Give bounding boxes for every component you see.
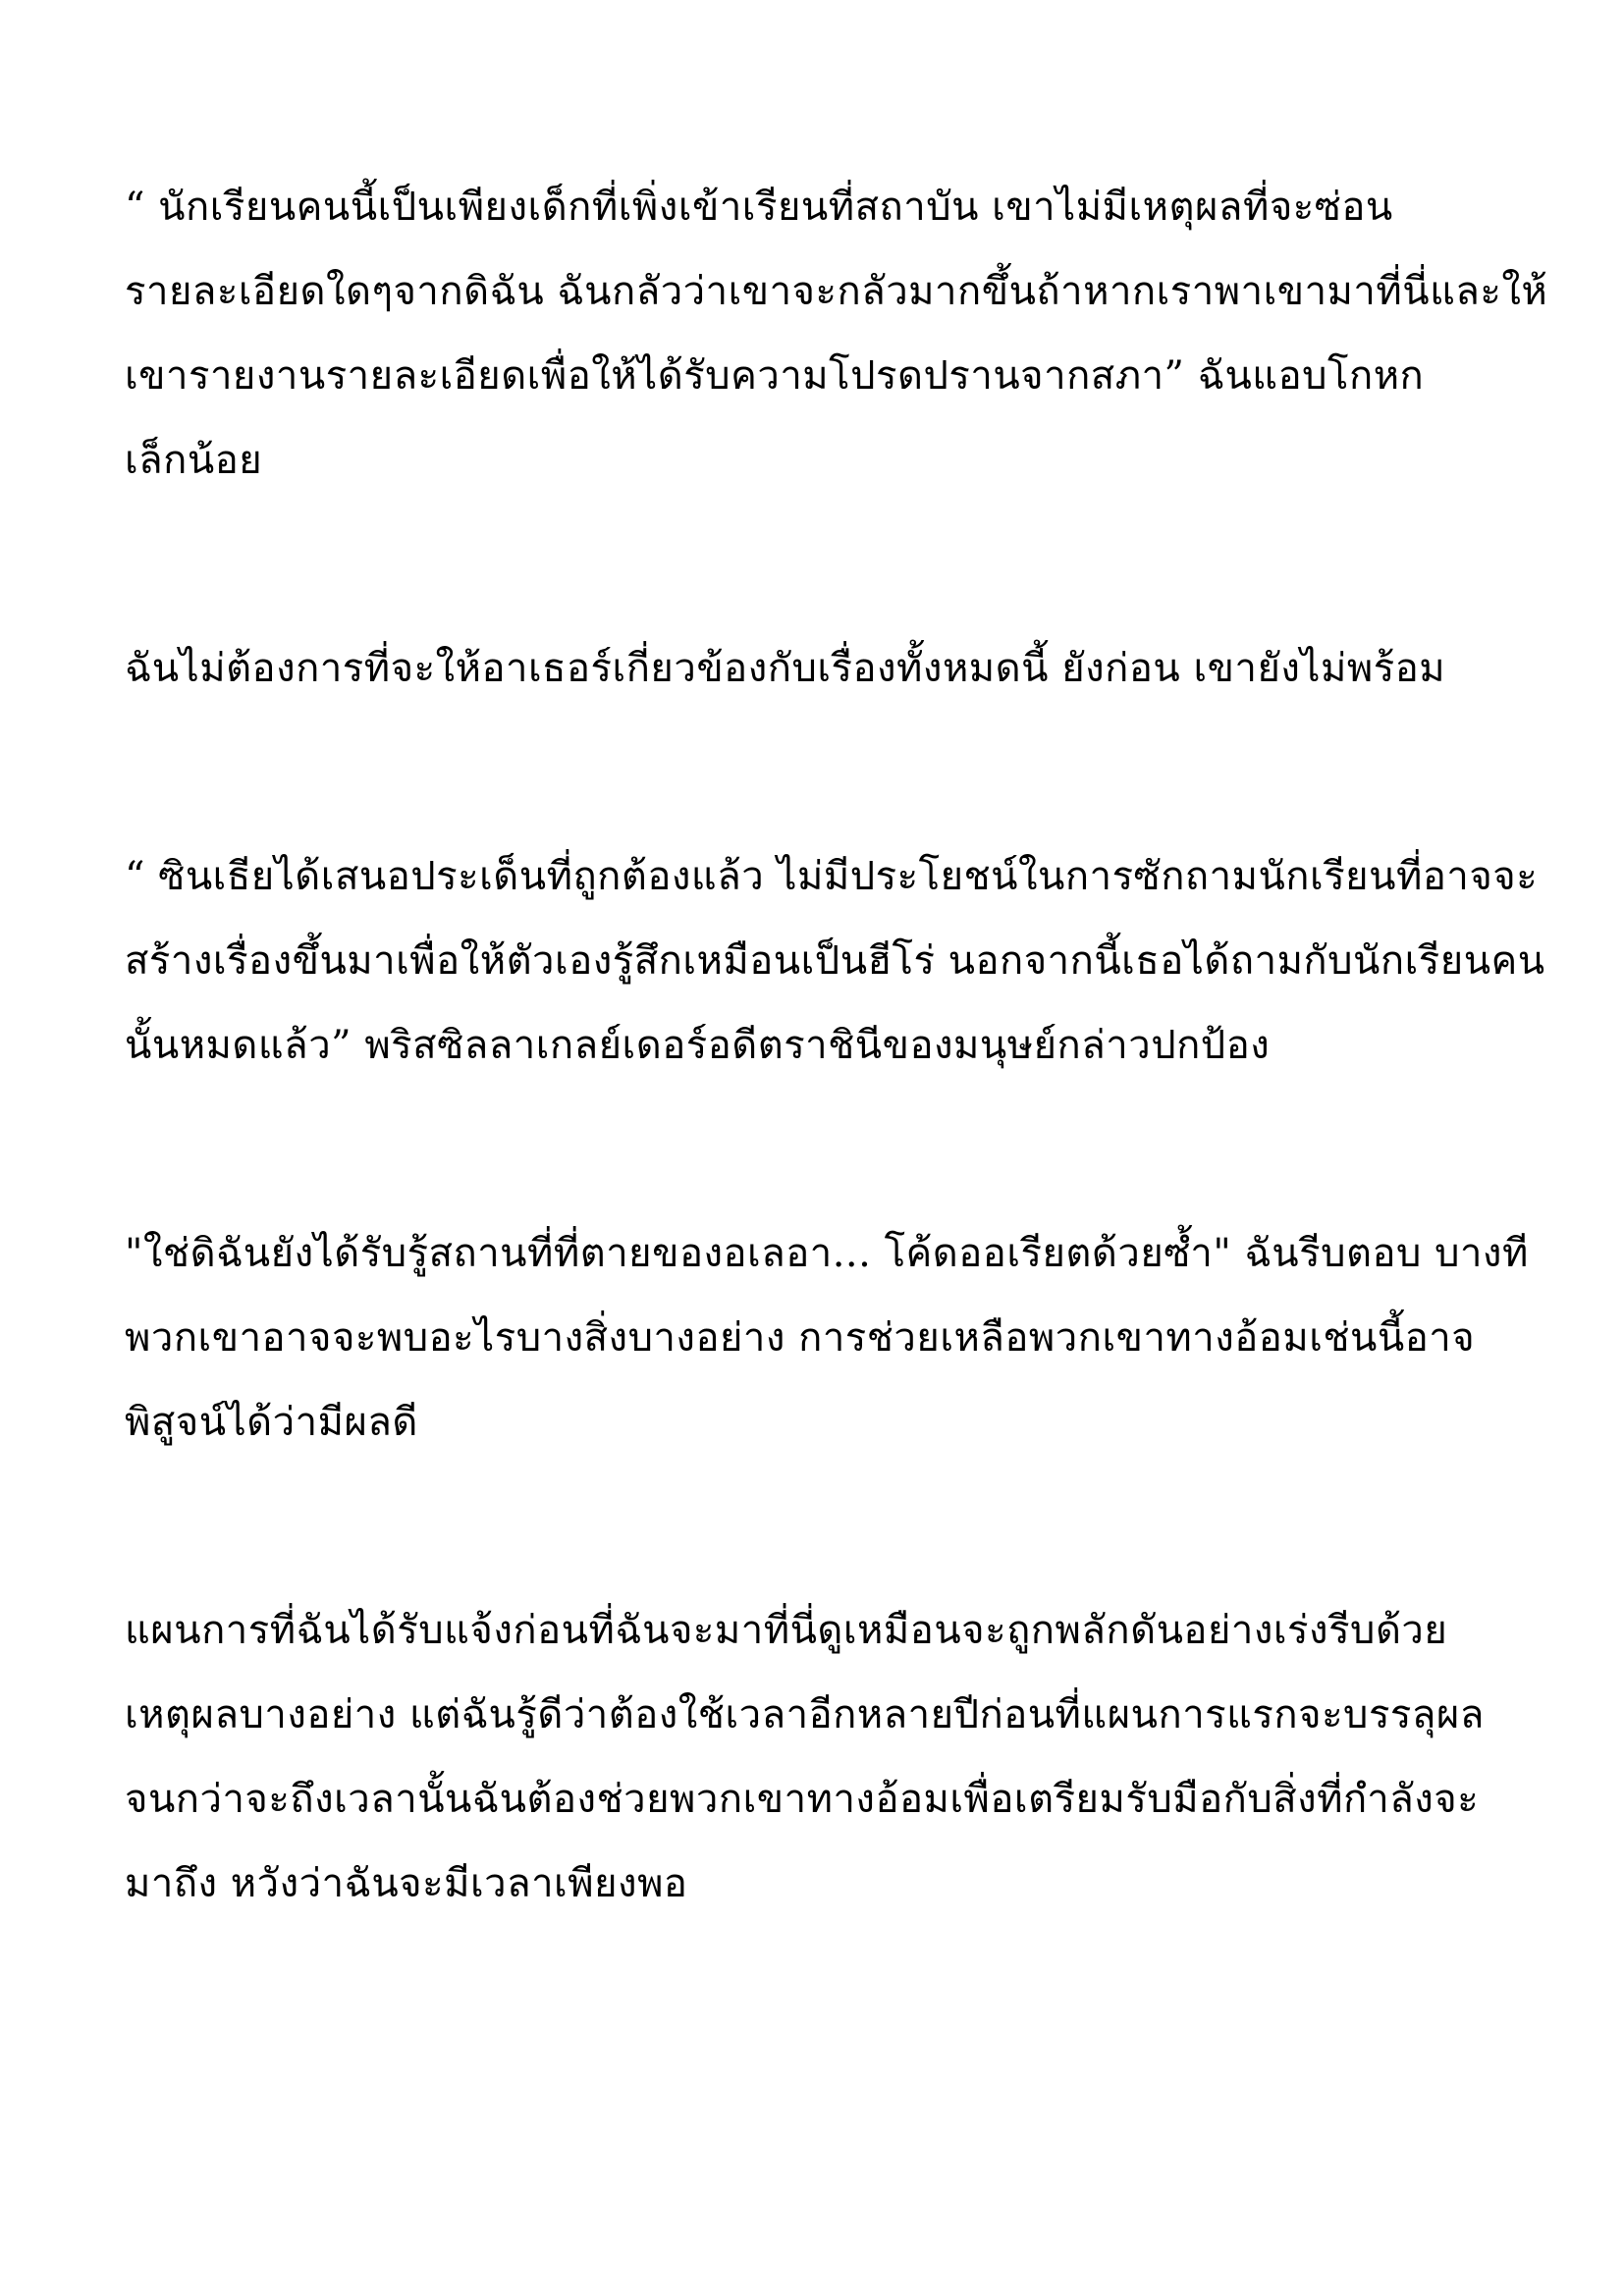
text-line: เหตุผลบางอย่าง แต่ฉันรู้ดีว่าต้องใช้เวลาอีกหลายปีก่อนที่แผนการแรกจะบรรลุผล	[125, 1692, 1485, 1737]
text-line: รายละเอียดใดๆจากดิฉัน ฉันกลัวว่าเขาจะกลัวมากขึ้นถ้าหากเราพาเขามาที่นี่และให้	[125, 269, 1548, 314]
text-line: ฉันไม่ต้องการที่จะให้อาเธอร์เกี่ยวข้องกับเรื่องทั้งหมดนี้ ยังก่อน เขายังไม่พร้อม	[125, 646, 1446, 691]
text-line: สร้างเรื่องขึ้นมาเพื่อให้ตัวเองรู้สึกเหมือนเป็นฮีโร่ นอกจากนี้เธอได้ถามกับนักเรียนคน	[125, 938, 1545, 984]
paragraph-1	[125, 165, 1548, 503]
paragraph-4	[125, 1211, 1529, 1465]
text-line: พิสูจน์ได้ว่ามีผลดี	[125, 1400, 418, 1445]
text-line: แผนการที่ฉันได้รับแจ้งก่อนที่ฉันจะมาที่นี่ดูเหมือนจะถูกพลักดันอย่างเร่งรีบด้วย	[125, 1608, 1448, 1653]
paragraph-2	[125, 626, 1516, 711]
text-line: “ ซินเธียได้เสนอประเด็นที่ถูกต้องแล้ว ไม่มีประโยชน์ในการซักถามนักเรียนที่อาจจะ	[125, 854, 1539, 899]
paragraph-5	[125, 1588, 1516, 1926]
text-line: เล็กน้อย	[125, 438, 263, 483]
paragraph-3	[125, 834, 1545, 1088]
text-line: มาถึง หวังว่าฉันจะมีเวลาเพียงพอ	[125, 1861, 688, 1906]
text-line: “ นักเรียนคนนี้เป็นเพียงเด็กที่เพิ่งเข้าเรียนที่สถาบัน เขาไม่มีเหตุผลที่จะซ่อน	[125, 185, 1393, 230]
text-line: เขารายงานรายละเอียดเพื่อให้ได้รับความโปรดปรานจากสภา” ฉันแอบโกหก	[125, 353, 1425, 399]
text-line: พวกเขาอาจจะพบอะไรบางสิ่งบางอย่าง การช่วยเหลือพวกเขาทางอ้อมเช่นนี้อาจ	[125, 1315, 1476, 1361]
text-line: "ใช่ดิฉันยังได้รับรู้สถานที่ที่ตายของอเลอา... โค้ดออเรียตด้วยซ้ำ" ฉันรีบตอบ บางที	[125, 1231, 1529, 1276]
text-line: นั้นหมดแล้ว” พริสซิลลาเกลย์เดอร์อดีตราชินีของมนุษย์กล่าวปกป้อง	[125, 1023, 1271, 1068]
text-line: จนกว่าจะถึงเวลานั้นฉันต้องช่วยพวกเขาทางอ้อมเพื่อเตรียมรับมือกับสิ่งที่กำลังจะ	[125, 1777, 1480, 1822]
